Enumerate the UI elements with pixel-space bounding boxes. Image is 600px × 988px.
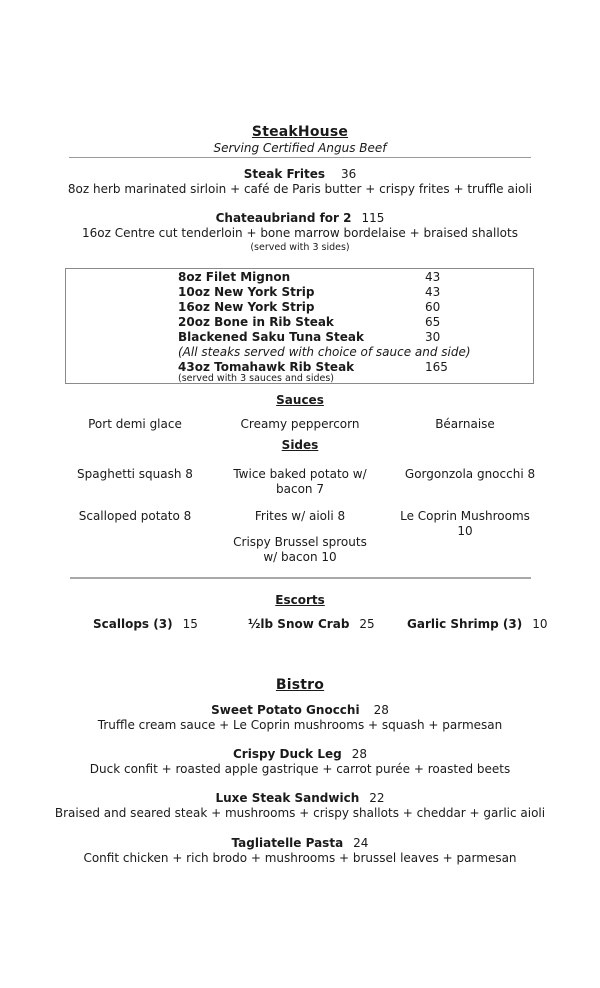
steak-price: 165 bbox=[425, 360, 448, 374]
steak-name: 10oz New York Strip bbox=[178, 285, 315, 299]
sauce-item: Béarnaise bbox=[435, 417, 495, 431]
header-divider bbox=[69, 157, 531, 158]
item-note: (served with 3 sides) bbox=[250, 242, 350, 253]
item-description: 16oz Centre cut tenderloin + bone marrow bordelaise + braised shallots bbox=[82, 226, 518, 240]
item-price: 24 bbox=[353, 836, 369, 850]
side-item-label: w/ bacon 10 bbox=[263, 550, 337, 564]
side-item bbox=[390, 467, 550, 482]
side-item bbox=[215, 535, 385, 565]
steaks-box bbox=[65, 268, 534, 384]
escorts-heading: Escorts bbox=[275, 593, 325, 607]
sides-divider bbox=[70, 577, 531, 579]
bistro-item bbox=[0, 791, 600, 805]
steaks-note: (All steaks served with choice of sauce and side) bbox=[178, 345, 471, 359]
item-description: Duck confit + roasted apple gastrique + carrot purée + roasted beets bbox=[89, 762, 511, 776]
escort-item bbox=[407, 617, 547, 632]
item-price: 22 bbox=[369, 791, 385, 805]
item-price: 28 bbox=[373, 703, 389, 717]
side-item-label: Frites w/ aioli 8 bbox=[254, 509, 346, 523]
featured-item-steak-frites bbox=[0, 167, 600, 181]
escort-price: 25 bbox=[359, 617, 375, 631]
steak-name: 20oz Bone in Rib Steak bbox=[178, 315, 334, 329]
sides-heading: Sides bbox=[281, 438, 319, 452]
side-item-label: Twice baked potato w/ bbox=[233, 467, 367, 481]
side-item-label: Crispy Brussel sprouts bbox=[233, 535, 367, 549]
item-name: Tagliatelle Pasta bbox=[231, 836, 344, 850]
sauce-item: Creamy peppercorn bbox=[240, 417, 360, 431]
side-item-label: Gorgonzola gnocchi 8 bbox=[404, 467, 536, 481]
steak-name: 43oz Tomahawk Rib Steak bbox=[178, 360, 355, 374]
steak-name: Blackened Saku Tuna Steak bbox=[178, 330, 364, 344]
steak-price: 60 bbox=[425, 300, 441, 314]
item-description: Braised and seared steak + mushrooms + crispy shallots + cheddar + garlic aioli bbox=[54, 806, 546, 820]
steak-price: 43 bbox=[425, 285, 441, 299]
side-item-label: 10 bbox=[457, 524, 473, 538]
side-item bbox=[385, 509, 545, 539]
item-name: Steak Frites bbox=[243, 167, 325, 181]
side-item-label: Scalloped potato 8 bbox=[78, 509, 192, 523]
menu-subtitle: Serving Certified Angus Beef bbox=[213, 141, 387, 155]
item-price: 28 bbox=[351, 747, 367, 761]
side-item bbox=[215, 509, 385, 524]
side-item bbox=[55, 467, 215, 482]
item-description: Truffle cream sauce + Le Coprin mushrooms + squash + parmesan bbox=[97, 718, 503, 732]
item-name: Crispy Duck Leg bbox=[232, 747, 342, 761]
escort-name: ½lb Snow Crab bbox=[248, 617, 350, 631]
item-description: Confit chicken + rich brodo + mushrooms + brussel leaves + parmesan bbox=[83, 851, 517, 865]
escort-item bbox=[248, 617, 375, 632]
menu-title: SteakHouse bbox=[251, 124, 349, 140]
steak-name: 8oz Filet Mignon bbox=[178, 270, 291, 284]
side-item-label: Spaghetti squash 8 bbox=[77, 467, 193, 481]
bistro-item bbox=[0, 747, 600, 761]
item-name: Luxe Steak Sandwich bbox=[215, 791, 360, 805]
item-price: 115 bbox=[361, 211, 385, 225]
featured-item-chateaubriand bbox=[0, 211, 600, 225]
steak-price: 65 bbox=[425, 315, 441, 329]
steak-name: 16oz New York Strip bbox=[178, 300, 315, 314]
sauces-heading: Sauces bbox=[276, 393, 324, 407]
escort-name: Garlic Shrimp (3) bbox=[407, 617, 523, 631]
item-description: 8oz herb marinated sirloin + café de Paris butter + crispy frites + truffle aioli bbox=[67, 182, 533, 196]
escort-name: Scallops (3) bbox=[93, 617, 173, 631]
side-item-label: Le Coprin Mushrooms bbox=[400, 509, 530, 523]
side-item bbox=[215, 467, 385, 497]
steak-price: 30 bbox=[425, 330, 441, 344]
escort-item bbox=[93, 617, 198, 632]
steak-price: 43 bbox=[425, 270, 441, 284]
bistro-item bbox=[0, 836, 600, 850]
item-name: Sweet Potato Gnocchi bbox=[211, 703, 360, 717]
item-name: Chateaubriand for 2 bbox=[215, 211, 352, 225]
bistro-heading: Bistro bbox=[275, 677, 325, 693]
sauce-item: Port demi glace bbox=[88, 417, 182, 431]
escort-price: 10 bbox=[532, 617, 548, 631]
side-item-label: bacon 7 bbox=[276, 482, 324, 496]
bistro-item bbox=[0, 703, 600, 717]
steak-note: (served with 3 sauces and sides) bbox=[178, 373, 335, 384]
side-item bbox=[55, 509, 215, 524]
item-price: 36 bbox=[340, 167, 357, 181]
escort-price: 15 bbox=[182, 617, 198, 631]
